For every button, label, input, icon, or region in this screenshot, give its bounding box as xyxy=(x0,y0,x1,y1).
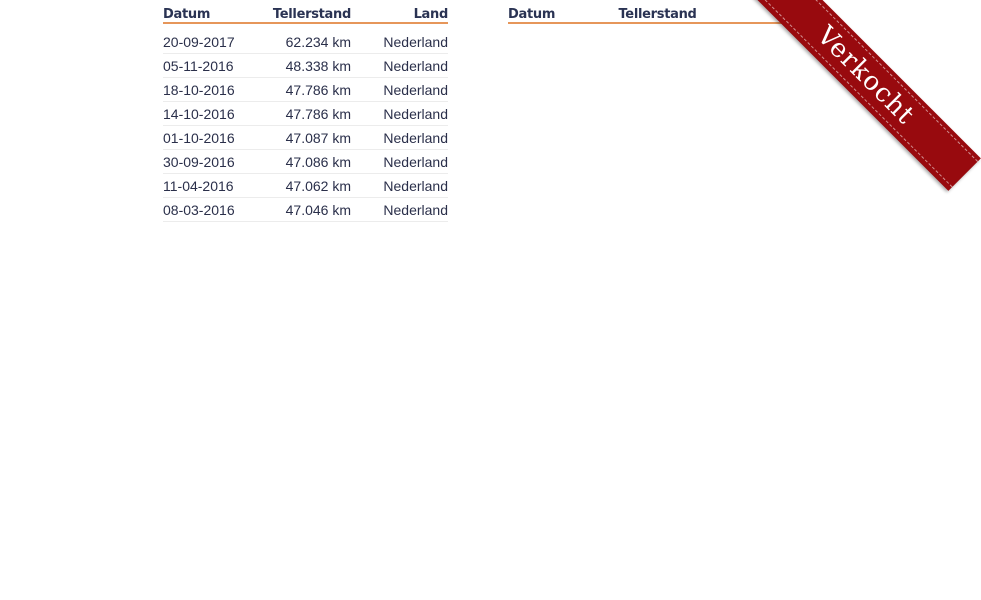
row-mileage: 47.087 km xyxy=(258,126,351,150)
row-country: Nederland xyxy=(351,126,448,150)
row-country: Nederland xyxy=(351,54,448,78)
row-date: 18-10-2016 xyxy=(163,78,258,102)
row-mileage: 47.786 km xyxy=(258,78,351,102)
row-mileage: 47.062 km xyxy=(258,174,351,198)
row-date: 11-04-2016 xyxy=(163,174,258,198)
table-header-row xyxy=(163,6,448,23)
column-header-mileage: Tellerstand xyxy=(590,6,713,23)
row-country: Nederland xyxy=(351,102,448,126)
table-row xyxy=(163,23,448,54)
row-mileage: 62.234 km xyxy=(258,23,351,54)
row-date: 30-09-2016 xyxy=(163,150,258,174)
table-row xyxy=(163,174,448,198)
row-country: Nederland xyxy=(351,198,448,222)
row-mileage: 47.086 km xyxy=(258,150,351,174)
row-date: 20-09-2017 xyxy=(163,23,258,54)
row-mileage: 48.338 km xyxy=(258,54,351,78)
row-date: 08-03-2016 xyxy=(163,198,258,222)
row-mileage: 47.786 km xyxy=(258,102,351,126)
row-country: Nederland xyxy=(351,78,448,102)
row-date: 01-10-2016 xyxy=(163,126,258,150)
table-row xyxy=(163,102,448,126)
sold-ribbon xyxy=(729,0,981,191)
table-row xyxy=(163,198,448,222)
table-row xyxy=(163,78,448,102)
column-header-date: Datum xyxy=(163,6,258,23)
mileage-history-table xyxy=(163,6,448,222)
table-row xyxy=(163,150,448,174)
column-header-country: Land xyxy=(351,6,448,23)
row-date: 14-10-2016 xyxy=(163,102,258,126)
row-country: Nederland xyxy=(351,150,448,174)
row-country: Nederland xyxy=(351,174,448,198)
sold-ribbon-label: Verkocht xyxy=(810,20,921,131)
table-header-row xyxy=(508,6,793,23)
column-header-date: Datum xyxy=(508,6,590,23)
row-date: 05-11-2016 xyxy=(163,54,258,78)
column-header-mileage: Tellerstand xyxy=(258,6,351,23)
row-country: Nederland xyxy=(351,23,448,54)
table-row xyxy=(163,126,448,150)
table-row xyxy=(163,54,448,78)
row-mileage: 47.046 km xyxy=(258,198,351,222)
second-mileage-table xyxy=(508,6,793,24)
